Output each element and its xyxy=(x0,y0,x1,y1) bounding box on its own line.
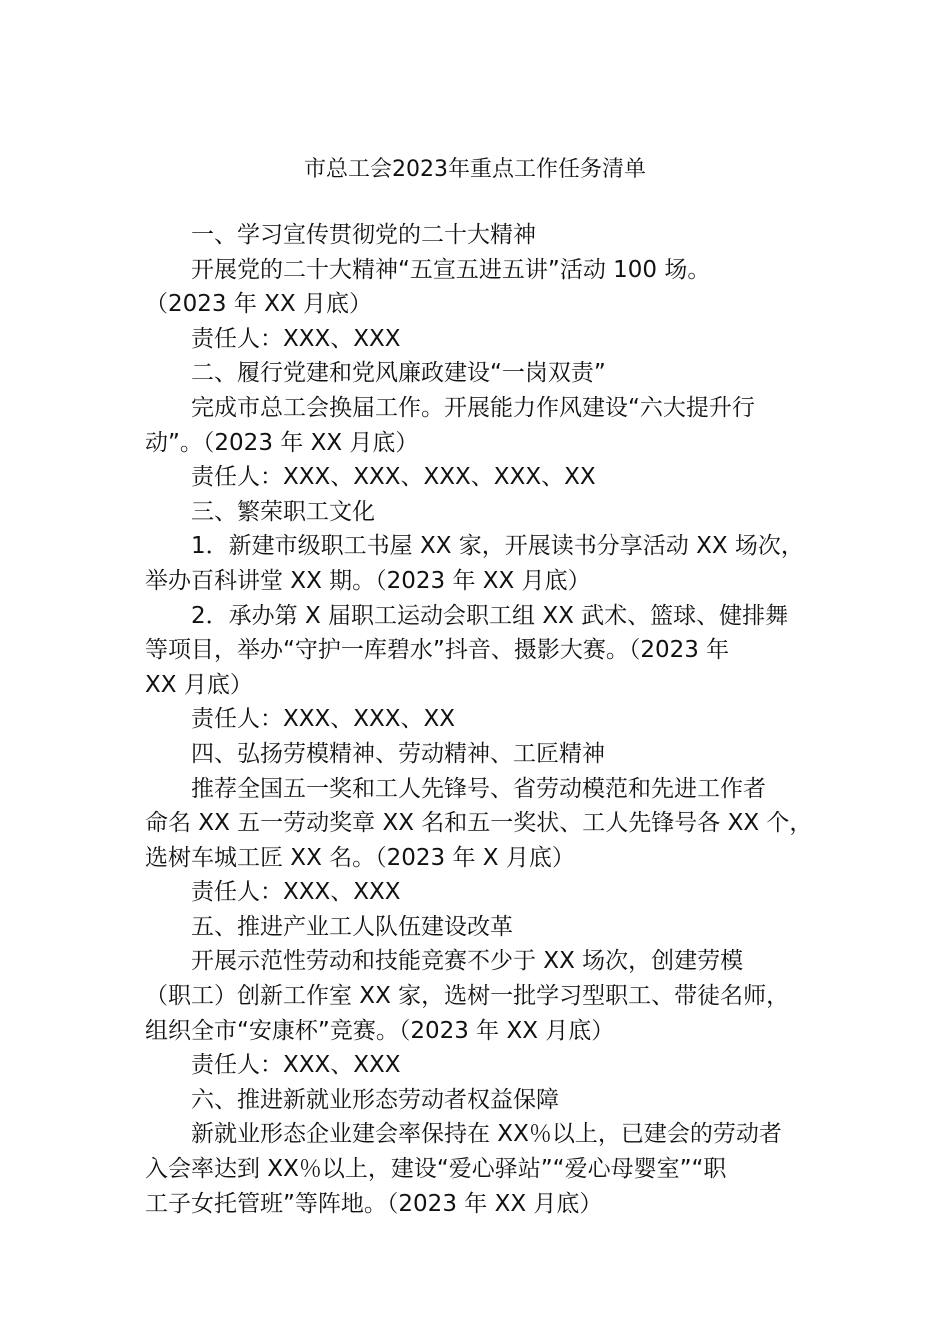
text-line: 开展党的二十大精神“五宣五进五讲”活动 100 场。 xyxy=(191,256,711,283)
document-body xyxy=(145,218,815,1221)
text-line: 责任人：XXX、XXX xyxy=(191,879,401,906)
text-line: 责任人：XXX、XXX、XX xyxy=(191,706,456,733)
text-line: 开展示范性劳动和技能竞赛不少于 XX 场次，创建劳模 xyxy=(191,948,744,975)
text-line: 等项目，举办“守护一库碧水”抖音、摄影大赛。（2023 年 xyxy=(145,637,730,664)
text-line: 五、推进产业工人队伍建设改革 xyxy=(191,913,513,940)
text-line: 三、繁荣职工文化 xyxy=(191,498,375,525)
document-title: 市总工会2023年重点工作任务清单 xyxy=(304,157,646,182)
text-line: 选树车城工匠 XX 名。（2023 年 X 月底） xyxy=(145,844,575,871)
text-line: 举办百科讲堂 XX 期。（2023 年 XX 月底） xyxy=(145,567,591,594)
text-line: 命名 XX 五一劳动奖章 XX 名和五一奖状、工人先锋号各 XX 个， xyxy=(145,810,813,837)
text-line: 动”。（2023 年 XX 月底） xyxy=(145,429,419,456)
text-line: （职工）创新工作室 XX 家，选树一批学习型职工、带徒名师， xyxy=(145,983,790,1010)
text-line: 2．承办第 X 届职工运动会职工组 XX 武术、篮球、健排舞 xyxy=(191,602,789,629)
text-line: 入会率达到 XX％以上，建设“爱心驿站”“爱心母婴室”“职 xyxy=(145,1156,727,1183)
text-line: 责任人：XXX、XXX xyxy=(191,325,401,352)
text-line: 推荐全国五一奖和工人先锋号、省劳动模范和先进工作者 xyxy=(191,775,766,802)
text-line: 四、弘扬劳模精神、劳动精神、工匠精神 xyxy=(191,740,605,767)
text-line: XX 月底） xyxy=(145,671,253,698)
text-line: 完成市总工会换届工作。开展能力作风建设“六大提升行 xyxy=(191,394,755,421)
text-line: 新就业形态企业建会率保持在 XX％以上，已建会的劳动者 xyxy=(191,1121,782,1148)
text-line: 1．新建市级职工书屋 XX 家，开展读书分享活动 XX 场次， xyxy=(191,533,804,560)
text-line: 工子女托管班”等阵地。（2023 年 XX 月底） xyxy=(145,1190,603,1217)
text-line: 六、推进新就业形态劳动者权益保障 xyxy=(191,1086,559,1113)
text-line: 一、学习宣传贯彻党的二十大精神 xyxy=(191,222,536,248)
text-line: 责任人：XXX、XXX、XXX、XXX、XX xyxy=(191,464,596,491)
text-line: 组织全市“安康杯”竞赛。（2023 年 XX 月底） xyxy=(145,1017,615,1044)
text-line: （2023 年 XX 月底） xyxy=(145,291,372,318)
text-line: 二、履行党建和党风廉政建设“一岗双责” xyxy=(191,360,606,387)
text-line: 责任人：XXX、XXX xyxy=(191,1052,401,1079)
